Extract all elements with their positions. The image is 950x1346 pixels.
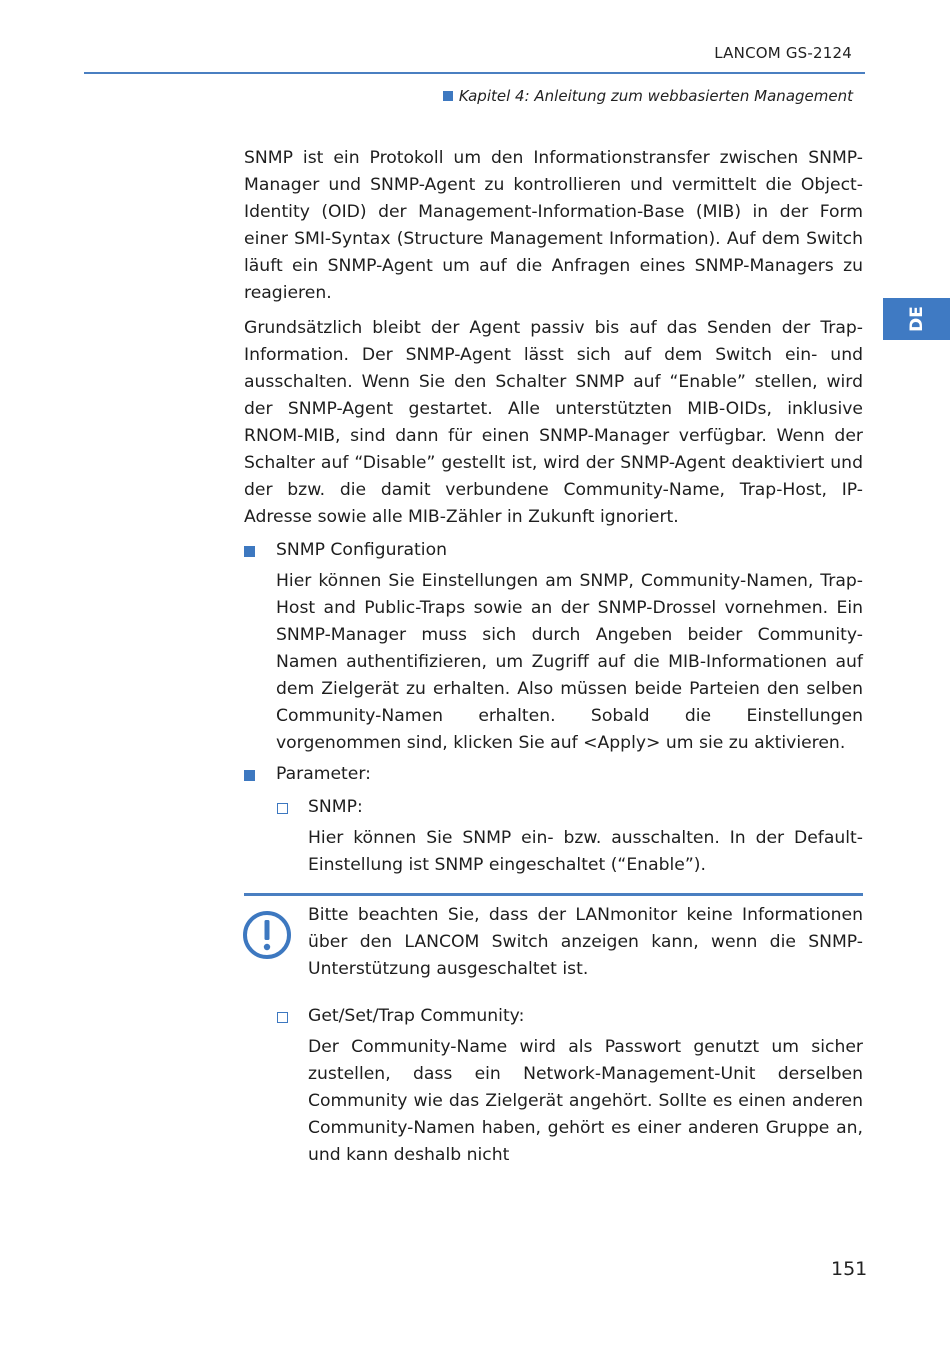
sub-bullet-box-icon <box>277 803 288 814</box>
chapter-square-icon <box>443 91 453 101</box>
note-rule <box>244 893 863 896</box>
page-number: 151 <box>831 1258 868 1280</box>
paragraph-agent: Grundsätzlich bleibt der Agent passiv bis auf das Senden der Trap-Information. Der SNMP-Agent lässt sich auf dem Switch ein- und ausschalten. Wenn Sie den Schalter SNMP auf “Enable” stellen, wird der SNMP-Agent gestartet. Alle unterstützten MIB-OIDs, inklusive RNOM-MIB, sind dann für einen SNMP-Manager verfügbar. Wenn der Schalter auf “Disable” gestellt ist, wird der SNMP-Agent deaktiviert und der bzw. die damit verbundene Community-Name, Trap-Host, IP-Adresse sowie alle MIB-Zähler in Zukunft ignoriert. <box>244 318 863 527</box>
bullet-snmp-configuration <box>244 537 863 757</box>
sub-item-title: SNMP: <box>308 797 363 817</box>
sub-item-text: Hier können Sie SNMP ein- bzw. ausschalten. In der Default-Einstellung ist SNMP eingeschaltet (“Enable”). <box>308 828 863 875</box>
bullet-parameter <box>244 761 863 788</box>
sub-item-title: Get/Set/Trap Community: <box>308 1006 525 1026</box>
exclamation-icon <box>242 910 292 960</box>
language-tab <box>883 298 950 340</box>
chapter-heading <box>443 87 853 105</box>
bullet-text: Hier können Sie Einstellungen am SNMP, Community-Namen, Trap-Host and Public-Traps sowie an der SNMP-Drossel vornehmen. Ein SNMP-Manager muss sich durch Angeben beider Community-Namen authentifizieren, um Zugriff auf die MIB-Informationen auf dem Zielgerät zu erhalten. Also müssen beide Parteien den selben Community-Namen erhalten. Sobald die Einstellungen vorgenommen sind, klicken Sie auf <Apply> um sie zu aktivieren. <box>276 571 863 753</box>
page-content <box>244 145 863 1169</box>
bullet-square-icon <box>244 546 255 557</box>
paragraph-snmp-intro: SNMP ist ein Protokoll um den Informationstransfer zwischen SNMP-Manager und SNMP-Agent zu kontrollieren und vermittelt die Object-Identity (OID) der Management-Information-Base (MIB) in der Form einer SMI-Syntax (Structure Management Information). Auf dem Switch läuft ein SNMP-Agent um auf die Anfragen eines SNMP-Managers zu reagieren. <box>244 148 863 303</box>
sub-item-snmp <box>244 794 863 879</box>
sub-bullet-box-icon <box>277 1012 288 1023</box>
document-title: LANCOM GS-2124 <box>714 44 852 62</box>
language-tab-label: DE <box>906 306 927 332</box>
bullet-title: Parameter: <box>276 764 371 784</box>
note-box <box>244 902 863 983</box>
bullet-square-icon <box>244 770 255 781</box>
chapter-label: Kapitel 4: Anleitung zum webbasierten Management <box>458 87 853 105</box>
sub-item-text: Der Community-Name wird als Passwort genutzt um sicher zustellen, dass ein Network-Management-Unit derselben Community wie das Zielgerät angehört. Sollte es einen anderen Community-Namen haben, gehört es einer anderen Gruppe an, und kann deshalb nicht <box>308 1037 863 1165</box>
note-text: Bitte beachten Sie, dass der LANmonitor keine Informationen über den LANCOM Switch anzeigen kann, wenn die SNMP-Unterstützung ausgeschaltet ist. <box>308 905 863 979</box>
bullet-title: SNMP Configuration <box>276 540 447 560</box>
sub-item-community <box>244 1003 863 1169</box>
header-rule <box>84 72 865 74</box>
